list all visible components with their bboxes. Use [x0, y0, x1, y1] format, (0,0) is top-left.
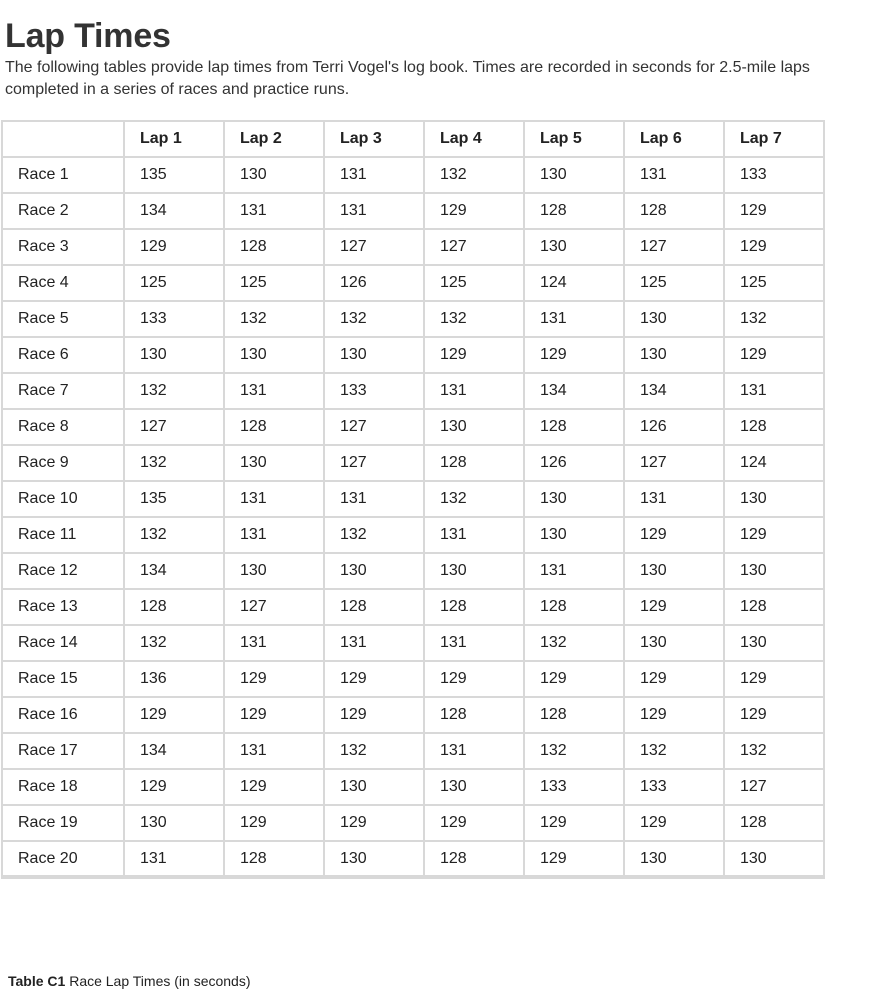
column-header-lap-6: Lap 6 — [624, 121, 724, 157]
lap-time-cell: 132 — [524, 733, 624, 769]
lap-time-cell: 127 — [624, 229, 724, 265]
lap-time-cell: 131 — [424, 517, 524, 553]
table-row — [2, 265, 824, 301]
table-caption-text: Race Lap Times (in seconds) — [69, 973, 251, 989]
table-row — [2, 697, 824, 733]
lap-time-cell: 129 — [724, 337, 824, 373]
lap-time-cell: 132 — [324, 733, 424, 769]
lap-time-cell: 130 — [624, 841, 724, 877]
lap-time-cell: 131 — [424, 733, 524, 769]
lap-time-cell: 133 — [324, 373, 424, 409]
table-row — [2, 301, 824, 337]
lap-time-cell: 129 — [324, 805, 424, 841]
column-header-lap-1: Lap 1 — [124, 121, 224, 157]
lap-time-cell: 131 — [524, 301, 624, 337]
lap-time-cell: 130 — [324, 769, 424, 805]
row-header-race: Race 6 — [2, 337, 124, 373]
table-row — [2, 733, 824, 769]
row-header-race: Race 13 — [2, 589, 124, 625]
lap-time-cell: 129 — [724, 697, 824, 733]
lap-time-cell: 133 — [724, 157, 824, 193]
lap-time-cell: 130 — [424, 409, 524, 445]
lap-time-cell: 131 — [724, 373, 824, 409]
lap-time-cell: 130 — [424, 553, 524, 589]
lap-time-cell: 127 — [424, 229, 524, 265]
lap-time-cell: 130 — [724, 841, 824, 877]
lap-time-cell: 127 — [124, 409, 224, 445]
lap-time-cell: 125 — [424, 265, 524, 301]
lap-time-cell: 130 — [724, 481, 824, 517]
lap-time-cell: 132 — [224, 301, 324, 337]
lap-time-cell: 129 — [224, 661, 324, 697]
table-row — [2, 157, 824, 193]
lap-time-cell: 130 — [224, 445, 324, 481]
lap-time-cell: 130 — [524, 229, 624, 265]
lap-time-cell: 131 — [324, 481, 424, 517]
row-header-race: Race 10 — [2, 481, 124, 517]
lap-time-cell: 134 — [624, 373, 724, 409]
lap-time-cell: 130 — [224, 337, 324, 373]
lap-time-cell: 135 — [124, 157, 224, 193]
lap-time-cell: 132 — [624, 733, 724, 769]
lap-time-cell: 131 — [224, 625, 324, 661]
lap-time-cell: 128 — [724, 409, 824, 445]
lap-time-cell: 131 — [424, 373, 524, 409]
table-row — [2, 769, 824, 805]
lap-time-cell: 125 — [224, 265, 324, 301]
lap-time-cell: 129 — [124, 697, 224, 733]
column-header-lap-2: Lap 2 — [224, 121, 324, 157]
row-header-race: Race 19 — [2, 805, 124, 841]
lap-time-cell: 128 — [524, 409, 624, 445]
row-header-race: Race 14 — [2, 625, 124, 661]
lap-time-cell: 130 — [124, 805, 224, 841]
lap-time-cell: 129 — [624, 805, 724, 841]
lap-time-cell: 127 — [624, 445, 724, 481]
lap-time-cell: 129 — [124, 769, 224, 805]
column-header-lap-5: Lap 5 — [524, 121, 624, 157]
table-caption — [8, 972, 251, 990]
lap-time-cell: 128 — [424, 841, 524, 877]
lap-time-cell: 130 — [624, 553, 724, 589]
row-header-race: Race 17 — [2, 733, 124, 769]
lap-times-table — [1, 120, 825, 879]
lap-time-cell: 125 — [124, 265, 224, 301]
row-header-race: Race 1 — [2, 157, 124, 193]
table-header-row — [2, 121, 824, 157]
lap-time-cell: 129 — [624, 661, 724, 697]
lap-time-cell: 131 — [624, 481, 724, 517]
lap-time-cell: 129 — [324, 697, 424, 733]
table-row — [2, 373, 824, 409]
page-content — [5, 0, 865, 101]
table-row — [2, 589, 824, 625]
lap-time-cell: 125 — [724, 265, 824, 301]
lap-time-cell: 128 — [424, 697, 524, 733]
lap-time-cell: 131 — [224, 517, 324, 553]
lap-time-cell: 132 — [324, 517, 424, 553]
lap-time-cell: 124 — [524, 265, 624, 301]
lap-time-cell: 132 — [424, 301, 524, 337]
lap-time-cell: 131 — [624, 157, 724, 193]
lap-time-cell: 134 — [524, 373, 624, 409]
table-row — [2, 625, 824, 661]
lap-time-cell: 129 — [224, 769, 324, 805]
lap-time-cell: 130 — [324, 841, 424, 877]
lap-time-cell: 135 — [124, 481, 224, 517]
lap-time-cell: 130 — [724, 625, 824, 661]
row-header-race: Race 18 — [2, 769, 124, 805]
column-header-lap-7: Lap 7 — [724, 121, 824, 157]
lap-time-cell: 129 — [724, 517, 824, 553]
lap-time-cell: 129 — [324, 661, 424, 697]
lap-time-cell: 129 — [524, 337, 624, 373]
table-row — [2, 661, 824, 697]
lap-time-cell: 134 — [124, 193, 224, 229]
lap-time-cell: 133 — [624, 769, 724, 805]
lap-time-cell: 129 — [224, 697, 324, 733]
row-header-race: Race 3 — [2, 229, 124, 265]
row-header-race: Race 12 — [2, 553, 124, 589]
table-row — [2, 481, 824, 517]
table-row — [2, 337, 824, 373]
table-row — [2, 409, 824, 445]
lap-time-cell: 127 — [324, 409, 424, 445]
lap-time-cell: 130 — [524, 157, 624, 193]
table-row — [2, 445, 824, 481]
lap-time-cell: 129 — [524, 661, 624, 697]
lap-time-cell: 126 — [524, 445, 624, 481]
row-header-race: Race 16 — [2, 697, 124, 733]
column-header-lap-4: Lap 4 — [424, 121, 524, 157]
row-header-race: Race 15 — [2, 661, 124, 697]
intro-paragraph: The following tables provide lap times from Terri Vogel's log book. Times are recorded in seconds for 2.5-mile laps completed in a series of races and practice runs. — [5, 59, 810, 98]
row-header-race: Race 4 — [2, 265, 124, 301]
lap-time-cell: 130 — [324, 553, 424, 589]
lap-time-cell: 131 — [524, 553, 624, 589]
lap-time-cell: 128 — [224, 409, 324, 445]
lap-time-cell: 129 — [424, 661, 524, 697]
lap-time-cell: 128 — [524, 193, 624, 229]
row-header-race: Race 9 — [2, 445, 124, 481]
lap-time-cell: 134 — [124, 553, 224, 589]
lap-time-cell: 133 — [124, 301, 224, 337]
table-body — [2, 157, 824, 877]
lap-time-cell: 129 — [524, 805, 624, 841]
row-header-race: Race 11 — [2, 517, 124, 553]
lap-time-cell: 128 — [524, 697, 624, 733]
lap-time-cell: 125 — [624, 265, 724, 301]
row-header-race: Race 8 — [2, 409, 124, 445]
row-header-race: Race 20 — [2, 841, 124, 877]
lap-time-cell: 131 — [324, 625, 424, 661]
lap-time-cell: 131 — [424, 625, 524, 661]
lap-time-cell: 131 — [224, 373, 324, 409]
table-row — [2, 841, 824, 877]
lap-time-cell: 130 — [224, 553, 324, 589]
lap-time-cell: 129 — [624, 517, 724, 553]
lap-time-cell: 129 — [424, 805, 524, 841]
lap-time-cell: 130 — [524, 517, 624, 553]
lap-time-cell: 132 — [424, 157, 524, 193]
table-row — [2, 193, 824, 229]
column-header-lap-3: Lap 3 — [324, 121, 424, 157]
lap-time-cell: 127 — [224, 589, 324, 625]
lap-time-cell: 129 — [224, 805, 324, 841]
corner-cell — [2, 121, 124, 157]
lap-time-cell: 129 — [524, 841, 624, 877]
lap-time-cell: 129 — [424, 337, 524, 373]
lap-time-cell: 132 — [524, 625, 624, 661]
lap-time-cell: 129 — [724, 229, 824, 265]
lap-time-cell: 128 — [324, 589, 424, 625]
row-header-race: Race 2 — [2, 193, 124, 229]
lap-time-cell: 130 — [524, 481, 624, 517]
lap-time-cell: 129 — [724, 193, 824, 229]
lap-time-cell: 132 — [124, 373, 224, 409]
lap-time-cell: 127 — [324, 229, 424, 265]
lap-time-cell: 131 — [224, 481, 324, 517]
lap-time-cell: 130 — [124, 337, 224, 373]
lap-time-cell: 128 — [124, 589, 224, 625]
lap-time-cell: 128 — [624, 193, 724, 229]
row-header-race: Race 5 — [2, 301, 124, 337]
lap-time-cell: 128 — [224, 229, 324, 265]
lap-time-cell: 132 — [724, 733, 824, 769]
lap-time-cell: 130 — [224, 157, 324, 193]
lap-time-cell: 130 — [424, 769, 524, 805]
row-header-race: Race 7 — [2, 373, 124, 409]
lap-time-cell: 129 — [424, 193, 524, 229]
lap-time-cell: 131 — [224, 193, 324, 229]
lap-time-cell: 128 — [724, 589, 824, 625]
table-row — [2, 229, 824, 265]
lap-time-cell: 130 — [624, 337, 724, 373]
lap-time-cell: 126 — [624, 409, 724, 445]
table-row — [2, 805, 824, 841]
table-row — [2, 517, 824, 553]
lap-time-cell: 124 — [724, 445, 824, 481]
lap-time-cell: 130 — [724, 553, 824, 589]
lap-time-cell: 127 — [324, 445, 424, 481]
lap-time-cell: 131 — [324, 157, 424, 193]
lap-time-cell: 128 — [424, 589, 524, 625]
lap-time-cell: 127 — [724, 769, 824, 805]
lap-time-cell: 128 — [424, 445, 524, 481]
lap-time-cell: 131 — [324, 193, 424, 229]
table-row — [2, 553, 824, 589]
lap-time-cell: 136 — [124, 661, 224, 697]
lap-time-cell: 131 — [124, 841, 224, 877]
lap-time-cell: 128 — [224, 841, 324, 877]
table-header — [2, 121, 824, 157]
lap-time-cell: 134 — [124, 733, 224, 769]
lap-time-cell: 130 — [624, 301, 724, 337]
lap-time-cell: 129 — [624, 697, 724, 733]
lap-time-cell: 132 — [324, 301, 424, 337]
page-title: Lap Times — [5, 17, 171, 55]
lap-time-cell: 132 — [124, 517, 224, 553]
lap-time-cell: 133 — [524, 769, 624, 805]
lap-time-cell: 132 — [124, 445, 224, 481]
table-caption-label: Table C1 — [8, 973, 66, 989]
lap-time-cell: 128 — [524, 589, 624, 625]
lap-time-cell: 132 — [724, 301, 824, 337]
lap-times-table-container — [1, 120, 825, 879]
lap-time-cell: 129 — [724, 661, 824, 697]
lap-time-cell: 128 — [724, 805, 824, 841]
lap-time-cell: 130 — [324, 337, 424, 373]
lap-time-cell: 126 — [324, 265, 424, 301]
lap-time-cell: 130 — [624, 625, 724, 661]
lap-time-cell: 129 — [124, 229, 224, 265]
lap-time-cell: 131 — [224, 733, 324, 769]
lap-time-cell: 132 — [424, 481, 524, 517]
lap-time-cell: 132 — [124, 625, 224, 661]
lap-time-cell: 129 — [624, 589, 724, 625]
